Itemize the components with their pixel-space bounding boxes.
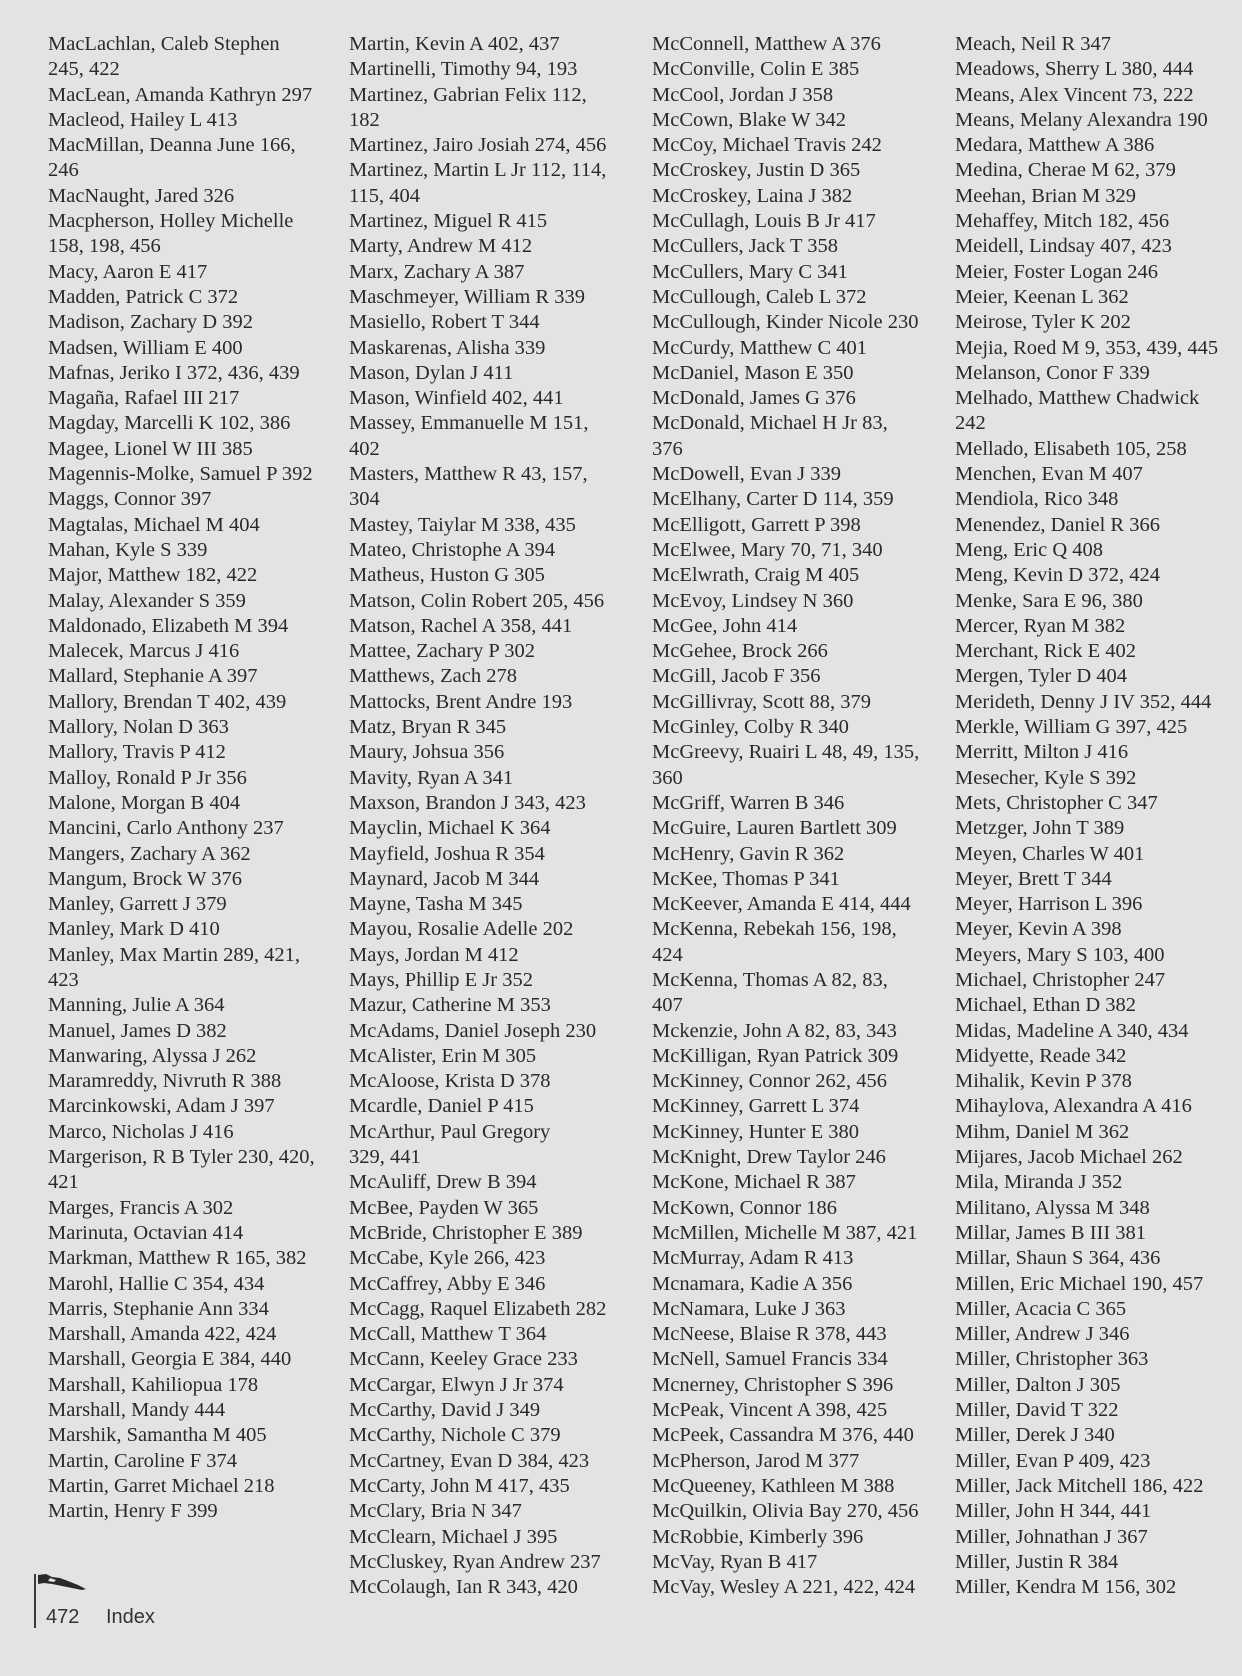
index-entry-line: Marinuta, Octavian 414 <box>48 1221 244 1244</box>
index-entry-line: Meadows, Sherry L 380, 444 <box>955 58 1194 81</box>
index-entry-line: McCown, Blake W 342 <box>652 108 846 131</box>
index-entry-line: McGinley, Colby R 340 <box>652 716 849 739</box>
index-entry-line: Mehaffey, Mitch 182, 456 <box>955 210 1170 233</box>
index-entry-line: Marco, Nicholas J 416 <box>48 1120 234 1143</box>
flag-icon <box>36 1572 92 1594</box>
index-entry-line: McMurray, Adam R 413 <box>652 1247 854 1270</box>
index-entry-line: Miller, Derek J 340 <box>955 1424 1115 1447</box>
index-entry-line: McNeese, Blaise R 378, 443 <box>652 1323 887 1346</box>
index-entry-line: McCullers, Mary C 341 <box>652 260 848 283</box>
index-entry-line: McHenry, Gavin R 362 <box>652 842 845 865</box>
index-entry-line: Magtalas, Michael M 404 <box>48 513 260 536</box>
index-entry-line: Manley, Mark D 410 <box>48 918 220 941</box>
index-entry-line: Macleod, Hailey L 413 <box>48 108 238 131</box>
index-entry-line: Mahan, Kyle S 339 <box>48 538 208 561</box>
index-entry-line: Marcinkowski, Adam J 397 <box>48 1095 275 1118</box>
index-entry-line: Mangers, Zachary A 362 <box>48 842 251 865</box>
index-entry-line: McDowell, Evan J 339 <box>652 463 842 486</box>
index-entry-line: Magday, Marcelli K 102, 386 <box>48 412 291 435</box>
index-entry-line: Means, Alex Vincent 73, 222 <box>955 83 1194 106</box>
index-entry-line: McConnell, Matthew A 376 <box>652 33 881 55</box>
index-entry-line: McConville, Colin E 385 <box>652 58 860 81</box>
index-entry-line: Malay, Alexander S 359 <box>48 589 246 612</box>
index-entry-line: Meyers, Mary S 103, 400 <box>955 943 1165 966</box>
index-column-1 <box>48 32 338 1525</box>
index-entry-line: Miller, Jack Mitchell 186, 422 <box>955 1474 1204 1497</box>
index-entry-line: McAdams, Daniel Joseph 230 <box>349 1019 597 1042</box>
index-entry-line: McAloose, Krista D 378 <box>349 1070 551 1093</box>
index-entry-line: Melhado, Matthew Chadwick <box>955 387 1200 410</box>
index-entry-line: Meng, Kevin D 372, 424 <box>955 564 1160 587</box>
index-entry-line: Millar, Shaun S 364, 436 <box>955 1247 1161 1270</box>
index-entry-line: McKnight, Drew Taylor 246 <box>652 1146 886 1169</box>
index-entry-line: McMillen, Michelle M 387, 421 <box>652 1221 918 1244</box>
index-entry-line: 421 <box>48 1171 79 1194</box>
index-entry-line: Marris, Stephanie Ann 334 <box>48 1297 269 1320</box>
index-entry-line: Markman, Matthew R 165, 382 <box>48 1247 307 1270</box>
index-entry-line: McKilligan, Ryan Patrick 309 <box>652 1044 899 1067</box>
index-entry-line: Marty, Andrew M 412 <box>349 235 533 258</box>
index-entry-line: Madison, Zachary D 392 <box>48 311 253 334</box>
index-entry-line: Massey, Emmanuelle M 151, <box>349 412 589 435</box>
index-entry-line: Mellado, Elisabeth 105, 258 <box>955 437 1187 460</box>
index-entry-line: Maramreddy, Nivruth R 388 <box>48 1070 282 1093</box>
index-entry-line: McQuilkin, Olivia Bay 270, 456 <box>652 1500 919 1523</box>
index-entry-line: Mallory, Travis P 412 <box>48 741 226 764</box>
index-entry-line: Maynard, Jacob M 344 <box>349 867 540 890</box>
index-entry-line: Mays, Phillip E Jr 352 <box>349 968 533 991</box>
index-entry-line: 115, 404 <box>349 184 420 207</box>
index-column-4 <box>955 32 1242 1600</box>
index-entry-line: McKinney, Hunter E 380 <box>652 1120 860 1143</box>
index-entry-line: McElhany, Carter D 114, 359 <box>652 488 894 511</box>
index-entry-line: Meyer, Harrison L 396 <box>955 893 1143 916</box>
index-entry-line: McVay, Wesley A 221, 422, 424 <box>652 1576 916 1599</box>
index-entry-line: Miller, John H 344, 441 <box>955 1500 1152 1523</box>
index-entry-line: MacLachlan, Caleb Stephen <box>48 33 280 55</box>
index-entry-line: Mejia, Roed M 9, 353, 439, 445 <box>955 336 1219 359</box>
index-entry-line: Maxson, Brandon J 343, 423 <box>349 791 586 814</box>
index-entry-line: McClearn, Michael J 395 <box>349 1525 558 1548</box>
index-entry-line: Meng, Eric Q 408 <box>955 538 1104 561</box>
index-entry-line: Mattee, Zachary P 302 <box>349 640 535 663</box>
index-entry-line: Malloy, Ronald P Jr 356 <box>48 766 247 789</box>
index-entry-line: Maschmeyer, William R 339 <box>349 285 585 308</box>
index-entry-line: Marges, Francis A 302 <box>48 1196 234 1219</box>
index-entry-line: 304 <box>349 488 380 511</box>
index-entry-line: McCartney, Evan D 384, 423 <box>349 1449 590 1472</box>
index-entry-line: Major, Matthew 182, 422 <box>48 564 258 587</box>
index-entry-line: McCabe, Kyle 266, 423 <box>349 1247 546 1270</box>
index-entry-line: 158, 198, 456 <box>48 235 161 258</box>
index-entry-line: Meyer, Kevin A 398 <box>955 918 1122 941</box>
index-entry-line: McRobbie, Kimberly 396 <box>652 1525 864 1548</box>
index-entry-line: McPherson, Jarod M 377 <box>652 1449 860 1472</box>
index-entry-line: Militano, Alyssa M 348 <box>955 1196 1150 1219</box>
index-entry-line: Mancini, Carlo Anthony 237 <box>48 817 284 840</box>
index-entry-line: Mihaylova, Alexandra A 416 <box>955 1095 1192 1118</box>
index-entry-line: 246 <box>48 159 79 182</box>
index-entry-line: Mangum, Brock W 376 <box>48 867 242 890</box>
index-entry-line: Meyen, Charles W 401 <box>955 842 1145 865</box>
index-entry-line: Matthews, Zach 278 <box>349 665 517 688</box>
index-entry-line: Midyette, Reade 342 <box>955 1044 1127 1067</box>
index-entry-line: MacLean, Amanda Kathryn 297 <box>48 83 313 106</box>
index-entry-line: McCarthy, David J 349 <box>349 1399 541 1422</box>
index-entry-line: Medina, Cherae M 62, 379 <box>955 159 1176 182</box>
index-entry-line: McDonald, James G 376 <box>652 387 856 410</box>
index-entry-line: McGill, Jacob F 356 <box>652 665 821 688</box>
index-entry-line: Merkle, William G 397, 425 <box>955 716 1188 739</box>
index-entry-line: 329, 441 <box>349 1146 421 1169</box>
index-entry-line: Matson, Rachel A 358, 441 <box>349 614 573 637</box>
index-entry-line: Mayne, Tasha M 345 <box>349 893 523 916</box>
index-entry-line: Martin, Caroline F 374 <box>48 1449 238 1472</box>
index-entry-line: Meehan, Brian M 329 <box>955 184 1137 207</box>
index-entry-line: Medara, Matthew A 386 <box>955 134 1155 157</box>
index-entry-line: Martinelli, Timothy 94, 193 <box>349 58 578 81</box>
index-entry-line: McColaugh, Ian R 343, 420 <box>349 1576 578 1599</box>
index-entry-line: Margerison, R B Tyler 230, 420, <box>48 1146 315 1169</box>
index-entry-line: Mets, Christopher C 347 <box>955 791 1158 814</box>
index-entry-line: Martin, Henry F 399 <box>48 1500 218 1523</box>
index-entry-line: Metzger, John T 389 <box>955 817 1125 840</box>
index-column-3 <box>652 32 942 1600</box>
index-entry-line: McBride, Christopher E 389 <box>349 1221 583 1244</box>
index-entry-line: Matheus, Huston G 305 <box>349 564 545 587</box>
index-entry-line: Meidell, Lindsay 407, 423 <box>955 235 1172 258</box>
index-entry-line: Mila, Miranda J 352 <box>955 1171 1123 1194</box>
index-entry-line: McEvoy, Lindsey N 360 <box>652 589 854 612</box>
index-entry-line: McGriff, Warren B 346 <box>652 791 845 814</box>
index-entry-line: McCurdy, Matthew C 401 <box>652 336 868 359</box>
index-entry-line: Martin, Garret Michael 218 <box>48 1474 275 1497</box>
index-entry-line: Manley, Garrett J 379 <box>48 893 227 916</box>
index-entry-line: Mallard, Stephanie A 397 <box>48 665 258 688</box>
index-entry-line: McVay, Ryan B 417 <box>652 1550 818 1573</box>
index-entry-line: McDaniel, Mason E 350 <box>652 361 854 384</box>
index-entry-line: Mavity, Ryan A 341 <box>349 766 514 789</box>
index-entry-line: Magennis-Molke, Samuel P 392 <box>48 463 313 486</box>
index-entry-line: McElligott, Garrett P 398 <box>652 513 861 536</box>
page-number: 472 <box>46 1606 80 1628</box>
index-entry-line: Mallory, Brendan T 402, 439 <box>48 690 287 713</box>
index-entry-line: Mihm, Daniel M 362 <box>955 1120 1130 1143</box>
index-entry-line: Mckenzie, John A 82, 83, 343 <box>652 1019 897 1042</box>
index-entry-line: McQueeney, Kathleen M 388 <box>652 1474 895 1497</box>
index-entry-line: McKenna, Thomas A 82, 83, <box>652 968 888 991</box>
index-entry-line: Manley, Max Martin 289, 421, <box>48 943 301 966</box>
index-entry-line: Merritt, Milton J 416 <box>955 741 1129 764</box>
index-entry-line: Mastey, Taiylar M 338, 435 <box>349 513 576 536</box>
index-entry-line: Millen, Eric Michael 190, 457 <box>955 1272 1204 1295</box>
index-entry-line: Marshall, Georgia E 384, 440 <box>48 1348 292 1371</box>
index-entry-line: Miller, Evan P 409, 423 <box>955 1449 1151 1472</box>
index-entry-line: McKee, Thomas P 341 <box>652 867 840 890</box>
index-entry-line: Matz, Bryan R 345 <box>349 716 507 739</box>
index-entry-line: McCargar, Elwyn J Jr 374 <box>349 1373 564 1396</box>
index-entry-line: Marohl, Hallie C 354, 434 <box>48 1272 265 1295</box>
index-entry-line: Melanson, Conor F 339 <box>955 361 1150 384</box>
index-entry-line: Mihalik, Kevin P 378 <box>955 1070 1132 1093</box>
index-entry-line: Menendez, Daniel R 366 <box>955 513 1160 536</box>
index-entry-line: Mcnerney, Christopher S 396 <box>652 1373 894 1396</box>
index-entry-line: Meyer, Brett T 344 <box>955 867 1112 890</box>
index-entry-line: Maskarenas, Alisha 339 <box>349 336 546 359</box>
index-entry-line: McKenna, Rebekah 156, 198, <box>652 918 897 941</box>
index-entry-line: McPeak, Vincent A 398, 425 <box>652 1399 888 1422</box>
index-entry-line: McGehee, Brock 266 <box>652 640 828 663</box>
section-label: Index <box>106 1606 155 1628</box>
index-entry-line: McKinney, Connor 262, 456 <box>652 1070 887 1093</box>
index-entry-line: McCullers, Jack T 358 <box>652 235 839 258</box>
index-entry-line: McCullough, Kinder Nicole 230 <box>652 311 919 334</box>
index-entry-line: 424 <box>652 943 683 966</box>
index-entry-line: Magaña, Rafael III 217 <box>48 387 240 410</box>
index-entry-line: Miller, Kendra M 156, 302 <box>955 1576 1177 1599</box>
index-entry-line: Michael, Ethan D 382 <box>955 994 1137 1017</box>
page-footer <box>34 1568 234 1638</box>
index-entry-line: Mesecher, Kyle S 392 <box>955 766 1137 789</box>
index-entry-line: McCroskey, Laina J 382 <box>652 184 853 207</box>
index-entry-line: McKinney, Garrett L 374 <box>652 1095 860 1118</box>
index-entry-line: Mergen, Tyler D 404 <box>955 665 1128 688</box>
index-entry-line: Marshall, Amanda 422, 424 <box>48 1323 277 1346</box>
index-entry-line: McCarthy, Nichole C 379 <box>349 1424 561 1447</box>
index-entry-line: Mateo, Christophe A 394 <box>349 538 556 561</box>
index-entry-line: Mijares, Jacob Michael 262 <box>955 1146 1183 1169</box>
index-entry-line: Miller, Johnathan J 367 <box>955 1525 1148 1548</box>
index-entry-line: McCagg, Raquel Elizabeth 282 <box>349 1297 607 1320</box>
index-entry-line: 360 <box>652 766 683 789</box>
index-entry-line: Madden, Patrick C 372 <box>48 285 239 308</box>
index-entry-line: Martinez, Martin L Jr 112, 114, <box>349 159 607 182</box>
index-entry-line: McCullough, Caleb L 372 <box>652 285 867 308</box>
index-entry-line: McDonald, Michael H Jr 83, <box>652 412 888 435</box>
index-entry-line: Menchen, Evan M 407 <box>955 463 1143 486</box>
index-entry-line: McArthur, Paul Gregory <box>349 1120 551 1143</box>
index-entry-line: Maggs, Connor 397 <box>48 488 212 511</box>
index-entry-line: 376 <box>652 437 683 460</box>
index-entry-line: McKone, Michael R 387 <box>652 1171 856 1194</box>
index-entry-line: MacNaught, Jared 326 <box>48 184 235 207</box>
index-column-2 <box>349 32 639 1600</box>
index-entry-line: Maury, Johsua 356 <box>349 741 505 764</box>
index-entry-line: Mcnamara, Kadie A 356 <box>652 1272 853 1295</box>
index-entry-line: McNamara, Luke J 363 <box>652 1297 846 1320</box>
index-entry-line: Macpherson, Holley Michelle <box>48 210 294 233</box>
index-entry-line: Mcardle, Daniel P 415 <box>349 1095 534 1118</box>
index-entry-line: Martin, Kevin A 402, 437 <box>349 33 560 55</box>
index-entry-line: Mason, Dylan J 411 <box>349 361 514 384</box>
index-entry-line: 407 <box>652 994 683 1017</box>
index-entry-line: Manwaring, Alyssa J 262 <box>48 1044 257 1067</box>
index-entry-line: McGillivray, Scott 88, 379 <box>652 690 872 713</box>
index-entry-line: 182 <box>349 108 380 131</box>
index-entry-line: McCoy, Michael Travis 242 <box>652 134 882 157</box>
index-entry-line: McKeever, Amanda E 414, 444 <box>652 893 911 916</box>
index-entry-line: Madsen, William E 400 <box>48 336 243 359</box>
index-entry-line: Mays, Jordan M 412 <box>349 943 519 966</box>
index-entry-line: Manning, Julie A 364 <box>48 994 225 1017</box>
index-entry-line: Masters, Matthew R 43, 157, <box>349 463 588 486</box>
index-entry-line: 245, 422 <box>48 58 120 81</box>
index-entry-line: Martinez, Miguel R 415 <box>349 210 548 233</box>
index-entry-line: McCluskey, Ryan Andrew 237 <box>349 1550 601 1573</box>
index-entry-line: Marx, Zachary A 387 <box>349 260 525 283</box>
index-entry-line: 242 <box>955 412 986 435</box>
index-entry-line: Miller, Andrew J 346 <box>955 1323 1130 1346</box>
index-entry-line: Menke, Sara E 96, 380 <box>955 589 1143 612</box>
index-entry-line: McPeek, Cassandra M 376, 440 <box>652 1424 914 1447</box>
index-entry-line: McCaffrey, Abby E 346 <box>349 1272 546 1295</box>
index-entry-line: Martinez, Gabrian Felix 112, <box>349 83 587 106</box>
index-entry-line: Macy, Aaron E 417 <box>48 260 208 283</box>
index-entry-line: McKown, Connor 186 <box>652 1196 838 1219</box>
index-entry-line: Mayclin, Michael K 364 <box>349 817 551 840</box>
index-entry-line: Matson, Colin Robert 205, 456 <box>349 589 605 612</box>
index-entry-line: McGee, John 414 <box>652 614 798 637</box>
index-entry-line: Meach, Neil R 347 <box>955 33 1111 55</box>
index-entry-line: Means, Melany Alexandra 190 <box>955 108 1208 131</box>
index-entry-line: Mayou, Rosalie Adelle 202 <box>349 918 574 941</box>
index-entry-line: Mazur, Catherine M 353 <box>349 994 551 1017</box>
index-entry-line: Malone, Morgan B 404 <box>48 791 241 814</box>
index-entry-line: Manuel, James D 382 <box>48 1019 227 1042</box>
index-entry-line: McCullagh, Louis B Jr 417 <box>652 210 876 233</box>
index-entry-line: McAuliff, Drew B 394 <box>349 1171 537 1194</box>
index-entry-line: Marshall, Mandy 444 <box>48 1399 226 1422</box>
index-entry-line: Midas, Madeline A 340, 434 <box>955 1019 1189 1042</box>
index-entry-line: McGreevy, Ruairi L 48, 49, 135, <box>652 741 920 764</box>
index-entry-line: Merideth, Denny J IV 352, 444 <box>955 690 1212 713</box>
index-entry-line: McCann, Keeley Grace 233 <box>349 1348 578 1371</box>
index-entry-line: McAlister, Erin M 305 <box>349 1044 537 1067</box>
index-entry-line: Meier, Foster Logan 246 <box>955 260 1158 283</box>
index-entry-line: 423 <box>48 968 79 991</box>
index-entry-line: Miller, Dalton J 305 <box>955 1373 1121 1396</box>
index-entry-line: Mason, Winfield 402, 441 <box>349 387 564 410</box>
index-entry-line: McElwrath, Craig M 405 <box>652 564 860 587</box>
index-entry-line: Millar, James B III 381 <box>955 1221 1147 1244</box>
index-entry-line: 402 <box>349 437 380 460</box>
index-entry-line: Miller, David T 322 <box>955 1399 1119 1422</box>
index-entry-line: Magee, Lionel W III 385 <box>48 437 253 460</box>
index-entry-line: Mattocks, Brent Andre 193 <box>349 690 573 713</box>
index-entry-line: Malecek, Marcus J 416 <box>48 640 240 663</box>
index-entry-line: Martinez, Jairo Josiah 274, 456 <box>349 134 607 157</box>
index-entry-line: McCall, Matthew T 364 <box>349 1323 547 1346</box>
index-entry-line: Maldonado, Elizabeth M 394 <box>48 614 289 637</box>
index-entry-line: Mercer, Ryan M 382 <box>955 614 1126 637</box>
index-entry-line: Michael, Christopher 247 <box>955 968 1166 991</box>
index-entry-line: McCroskey, Justin D 365 <box>652 159 861 182</box>
index-entry-line: Merchant, Rick E 402 <box>955 640 1137 663</box>
index-entry-line: Mendiola, Rico 348 <box>955 488 1119 511</box>
index-entry-line: Miller, Acacia C 365 <box>955 1297 1127 1320</box>
index-entry-line: Mallory, Nolan D 363 <box>48 716 229 739</box>
index-entry-line: McCool, Jordan J 358 <box>652 83 834 106</box>
index-entry-line: Meier, Keenan L 362 <box>955 285 1129 308</box>
index-entry-line: Miller, Christopher 363 <box>955 1348 1149 1371</box>
index-entry-line: Marshall, Kahiliopua 178 <box>48 1373 259 1396</box>
index-entry-line: Masiello, Robert T 344 <box>349 311 540 334</box>
index-entry-line: McBee, Payden W 365 <box>349 1196 539 1219</box>
index-entry-line: Mayfield, Joshua R 354 <box>349 842 545 865</box>
index-entry-line: Meirose, Tyler K 202 <box>955 311 1131 334</box>
index-entry-line: McCarty, John M 417, 435 <box>349 1474 570 1497</box>
index-entry-line: Mafnas, Jeriko I 372, 436, 439 <box>48 361 300 384</box>
index-entry-line: MacMillan, Deanna June 166, <box>48 134 296 157</box>
index-entry-line: McElwee, Mary 70, 71, 340 <box>652 538 883 561</box>
index-entry-line: Marshik, Samantha M 405 <box>48 1424 267 1447</box>
index-entry-line: Miller, Justin R 384 <box>955 1550 1119 1573</box>
index-entry-line: McClary, Bria N 347 <box>349 1500 522 1523</box>
index-entry-line: McNell, Samuel Francis 334 <box>652 1348 888 1371</box>
index-entry-line: McGuire, Lauren Bartlett 309 <box>652 817 897 840</box>
